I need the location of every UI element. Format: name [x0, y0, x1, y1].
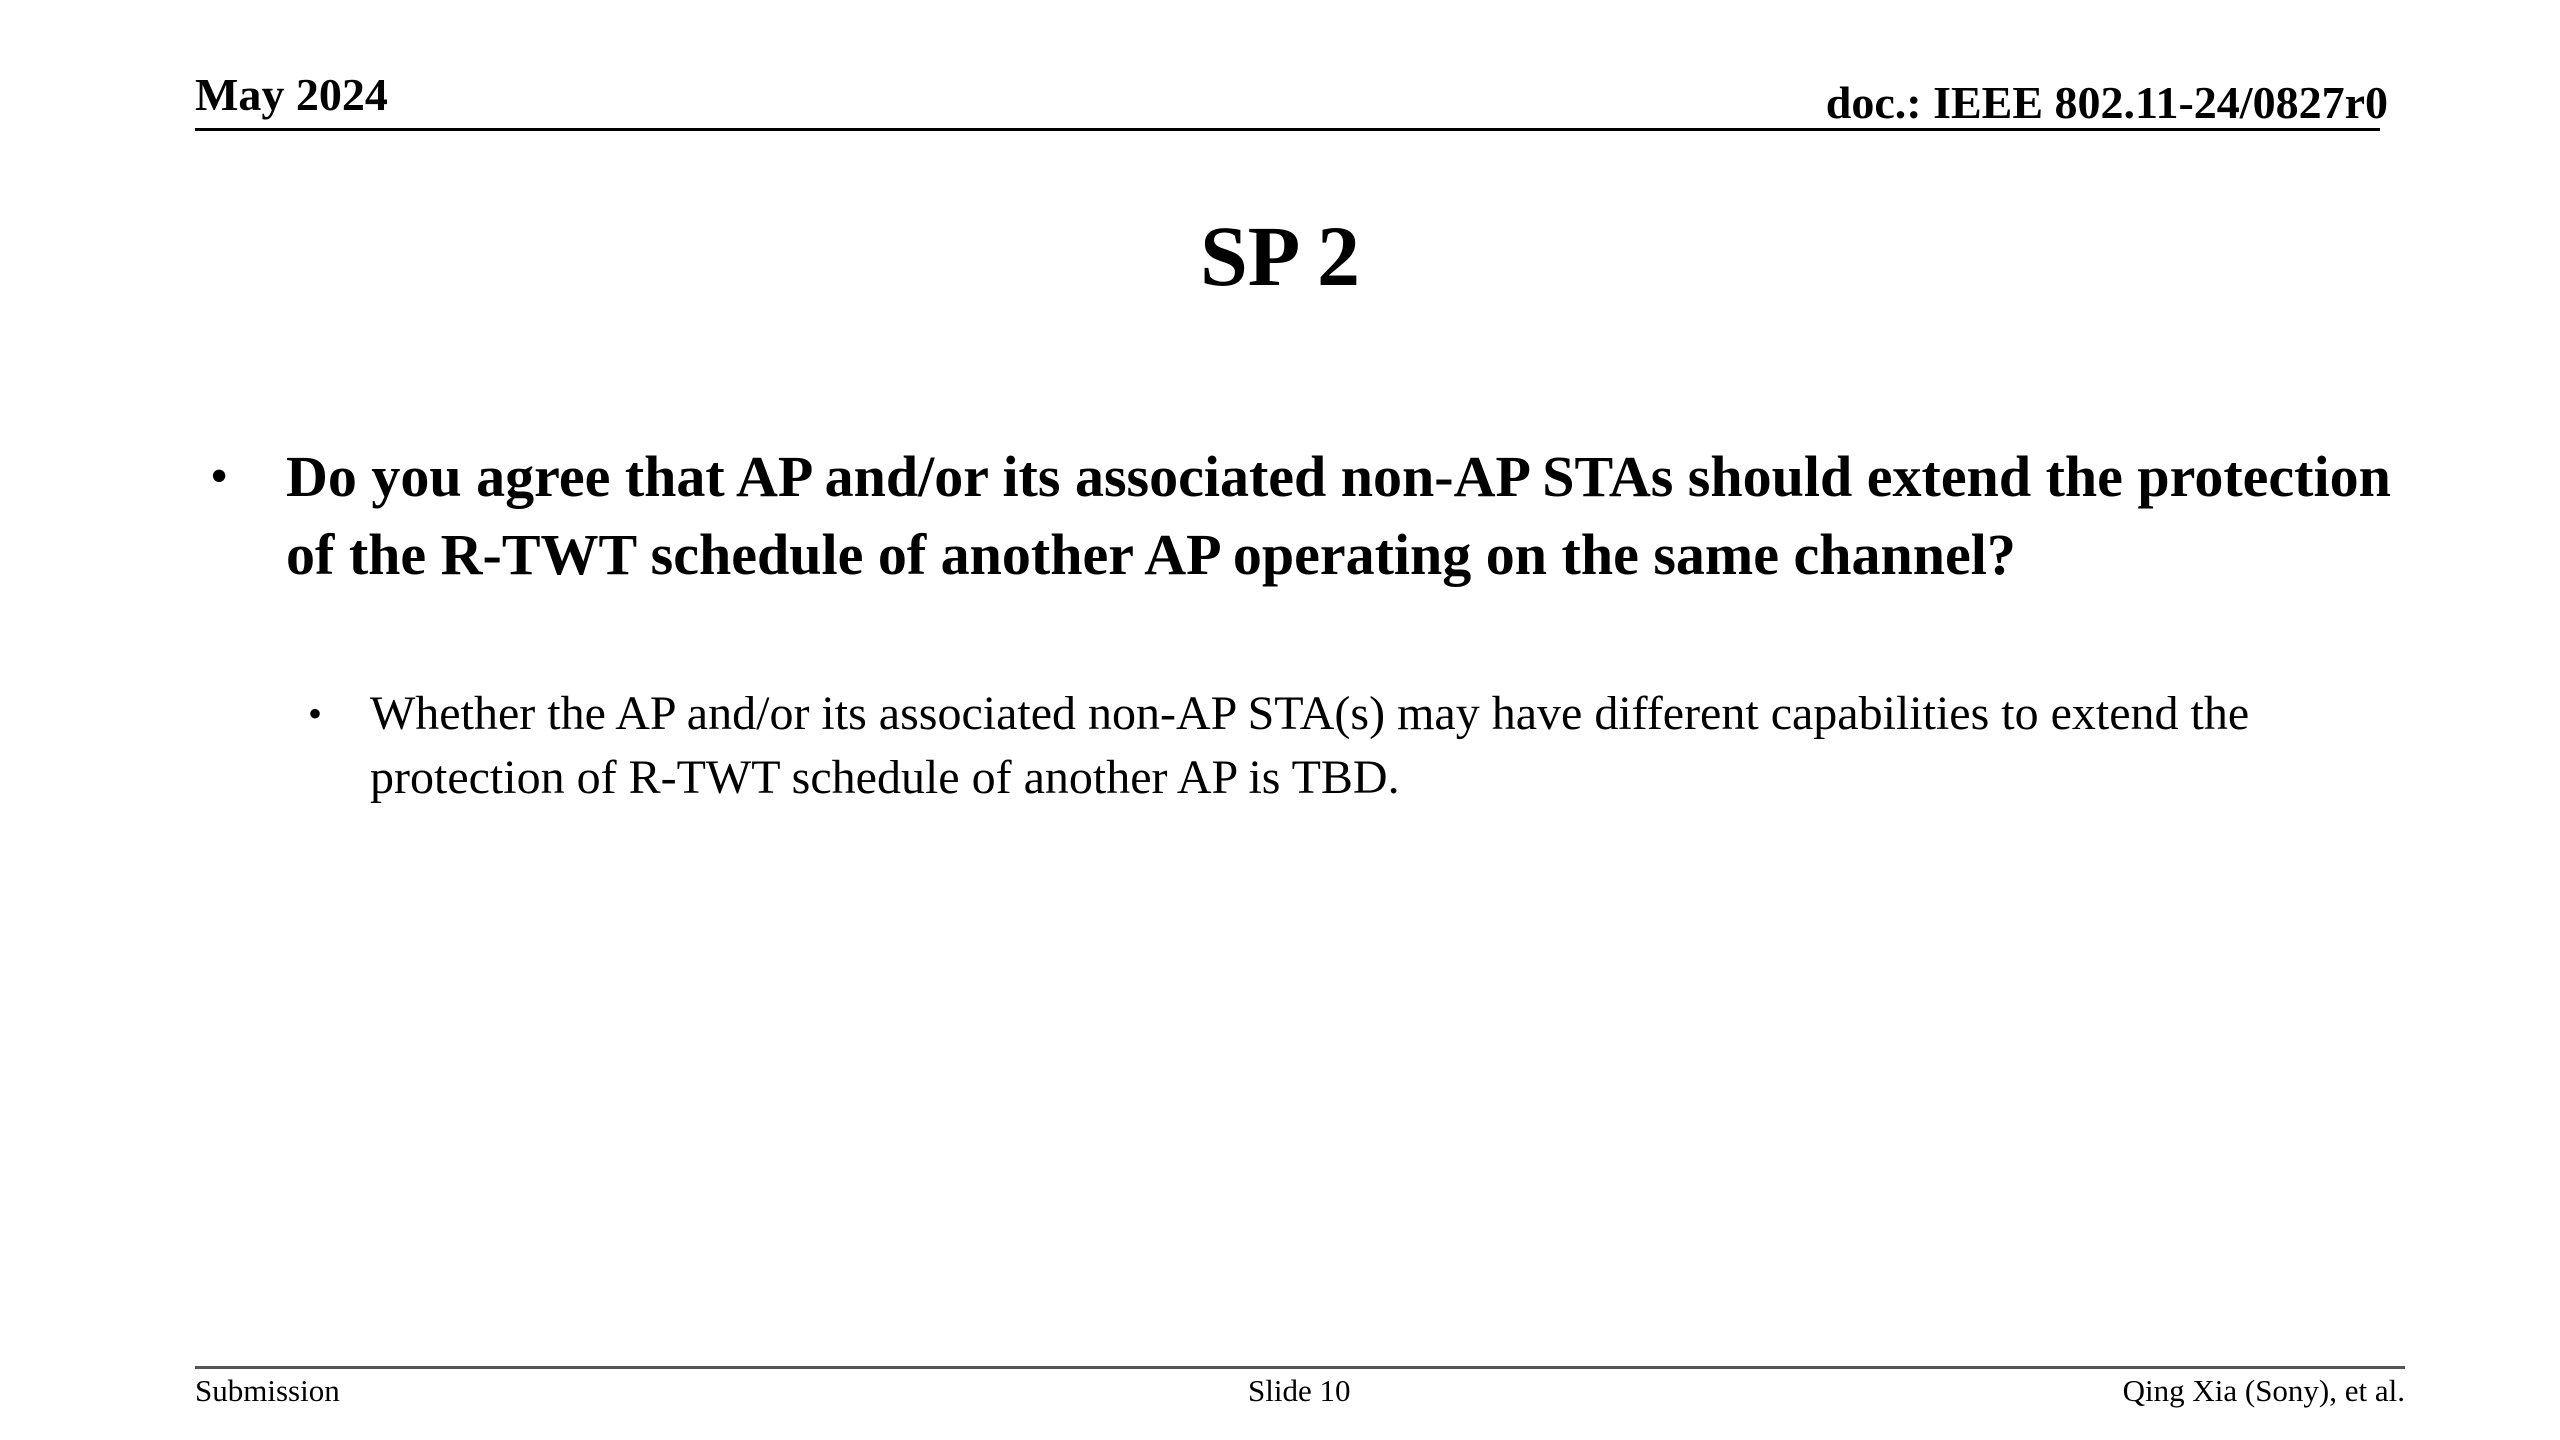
footer-authors: Qing Xia (Sony), et al. — [2122, 1373, 2405, 1408]
sub-bullet-marker: • — [308, 691, 323, 736]
footer-submission: Submission — [195, 1373, 340, 1408]
sub-bullet-text: Whether the AP and/or its associated non-AP STA(s) may have different capabilities to extend the protection of R-TWT schedule of another AP is TBD. — [370, 687, 2250, 804]
main-bullet — [210, 438, 2410, 594]
footer-slide-number: Slide 10 — [1248, 1373, 1351, 1408]
slide-title: SP 2 — [1199, 208, 1361, 304]
bullet-marker: • — [210, 448, 229, 505]
main-bullet-text: Do you agree that AP and/or its associated non-AP STAs should extend the protection of the R-TWT schedule of another AP operating on the same channel? — [286, 444, 2391, 587]
header-divider — [195, 128, 2380, 131]
header-date: May 2024 — [195, 69, 388, 120]
footer-divider — [195, 1366, 2405, 1369]
header-doc-id: doc.: IEEE 802.11-24/0827r0 — [1825, 77, 2388, 128]
sub-bullet — [308, 682, 2308, 810]
